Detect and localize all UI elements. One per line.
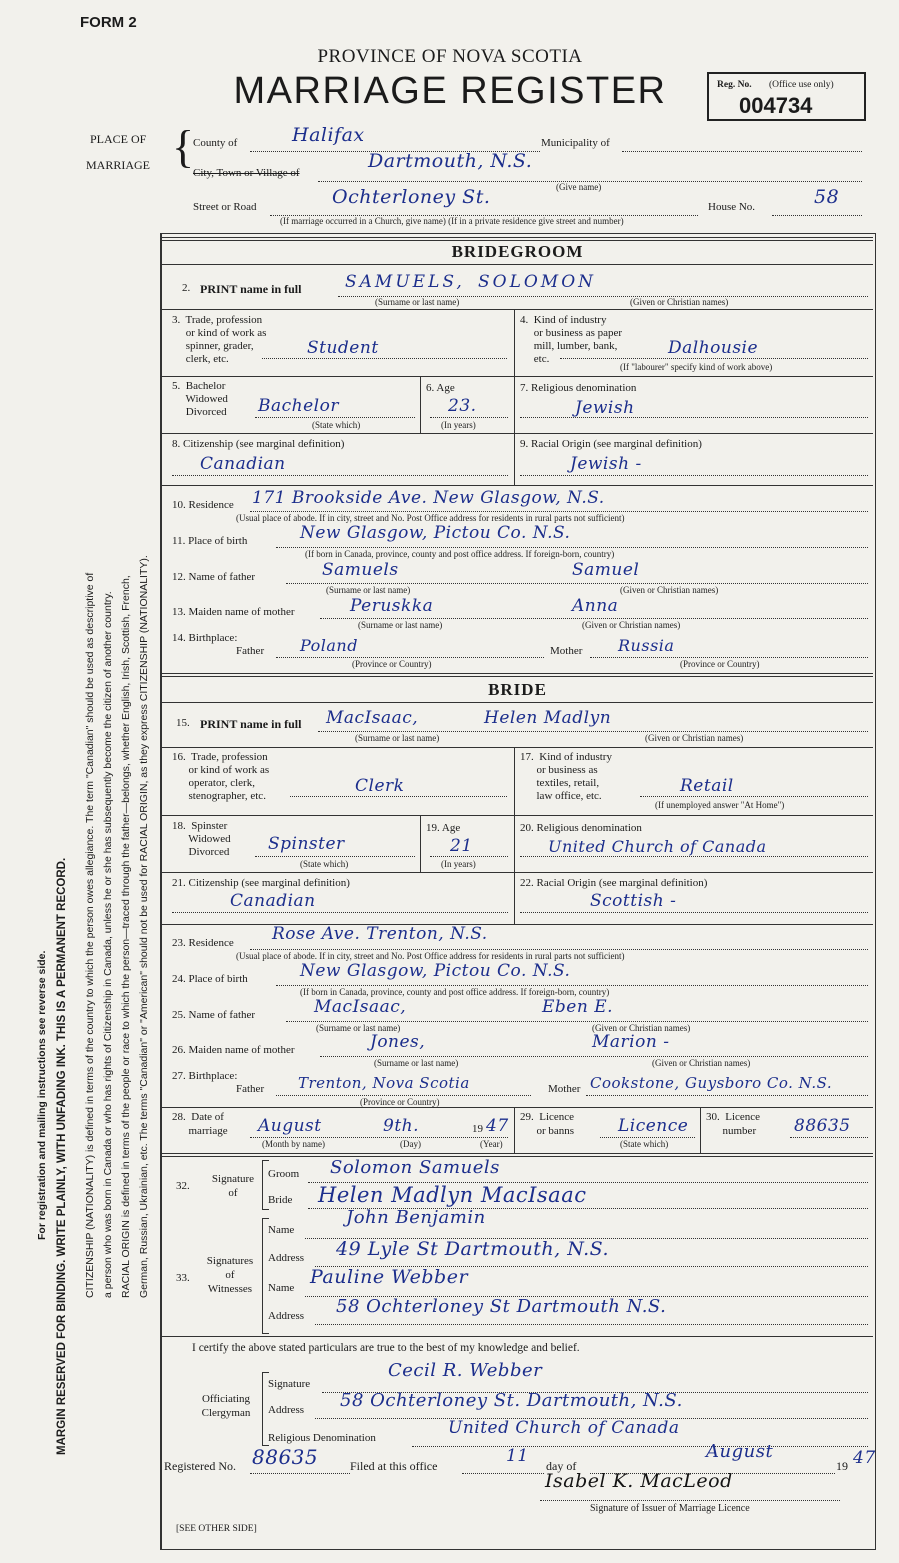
- see-other-side: [SEE OTHER SIDE]: [176, 1524, 257, 1534]
- witness1-address: 49 Lyle St Dartmouth, N.S.: [336, 1238, 610, 1260]
- bride-sig-label: Bride: [268, 1194, 293, 1206]
- bride-years-caption: (In years): [441, 859, 476, 869]
- bride-age-label: 19. Age: [426, 822, 461, 834]
- brace-icon: {: [172, 121, 195, 172]
- house-value: 58: [814, 186, 840, 208]
- bride-name-label: PRINT name in full: [200, 717, 302, 731]
- bride-state-caption: (State which): [300, 859, 349, 869]
- groom-residence-caption: (Usual place of abode. If in city, street and No. Post Office address for residents in rural parts not sufficient): [236, 513, 625, 523]
- bride-residence-caption: (Usual place of abode. If in city, street and No. Post Office address for residents in rural parts not sufficient): [236, 951, 625, 961]
- groom-years-caption: (In years): [441, 420, 476, 430]
- bride-residence-label: 23. Residence: [172, 937, 234, 949]
- side-note-citizenship-1: CITIZENSHIP (NATIONALITY) is defined in terms of the country to which the person owes allegiance. The term "Canadian" should be used as descriptive of: [84, 572, 96, 1298]
- signature-num: 32.: [176, 1180, 190, 1192]
- groom-name-num: 2.: [182, 282, 191, 294]
- side-note-racial-2: German, Russian, Ukrainian, etc. The terms "Canadian" or "American" should not be used for RACIAL ORIGIN, as they express CITIZENSHIP (NATIONALITY).: [138, 555, 150, 1298]
- clergy-denomination: United Church of Canada: [448, 1418, 680, 1438]
- bride-mother-caption-2: (Given or Christian names): [652, 1058, 751, 1068]
- groom-racial: Jewish -: [570, 454, 642, 474]
- groom-religion-label: 7. Religious denomination: [520, 382, 637, 394]
- side-note-instructions: For registration and mailing instructions see reverse side.: [36, 950, 48, 1240]
- bride-status-label: 18. Spinster Widowed Divorced: [172, 820, 231, 858]
- marriage-year-prefix: 19: [472, 1123, 483, 1135]
- marriage-year-caption: (Year): [480, 1139, 503, 1149]
- registered-number: 88635: [252, 1445, 319, 1469]
- filed-month: August: [706, 1441, 774, 1462]
- form-number: FORM 2: [80, 14, 137, 31]
- witness1-name: John Benjamin: [346, 1207, 486, 1228]
- witness2-address: 58 Ochterloney St Dartmouth N.S.: [336, 1296, 667, 1317]
- groom-father-word: Father: [236, 645, 265, 657]
- clergy-sig-label: Signature: [268, 1378, 311, 1390]
- street-caption: (If marriage occurred in a Church, give name) (If in a private residence give street and number): [280, 216, 624, 226]
- reg-number-value: 004734: [739, 93, 813, 118]
- groom-birthplace-label: 14. Birthplace:: [172, 632, 238, 644]
- bride-religion-label: 20. Religious denomination: [520, 822, 642, 834]
- issuer-caption: Signature of Issuer of Marriage Licence: [590, 1503, 750, 1514]
- bride-citizenship-label: 21. Citizenship (see marginal definition): [172, 877, 350, 889]
- street-value: Ochterloney St.: [332, 186, 491, 208]
- signature-label: Signature of: [211, 1173, 255, 1199]
- witness2-name-label: Name: [268, 1282, 295, 1294]
- groom-residence: 171 Brookside Ave. New Glasgow, N.S.: [252, 488, 605, 508]
- place-of-label: PLACE OF: [90, 132, 147, 146]
- issuer-signature: Isabel K. MacLeod: [545, 1470, 733, 1492]
- groom-trade-label: 3. Trade, profession or kind of work as spinner, grader, clerk, etc.: [172, 314, 267, 365]
- groom-father-birthplace: Poland: [300, 636, 358, 655]
- county-value: Halifax: [292, 124, 365, 146]
- witness1-address-label: Address: [268, 1252, 305, 1264]
- bride-father-prov-caption: (Province or Country): [360, 1097, 440, 1107]
- side-note-citizenship-2: a person who was born in Canada or who has rights of Citizenship in Canada, unless he or she has subsequently become the citizen of another country.: [102, 591, 114, 1298]
- groom-sig-label: Groom: [268, 1168, 300, 1180]
- page-title: MARRIAGE REGISTER: [233, 70, 667, 112]
- city-value: Dartmouth, N.S.: [368, 150, 533, 172]
- groom-mother-given: Anna: [572, 596, 619, 616]
- clergy-signature: Cecil R. Webber: [388, 1360, 543, 1381]
- marriage-year: 47: [486, 1116, 509, 1136]
- filed-year-prefix: 19: [836, 1459, 848, 1473]
- reg-number-note: (Office use only): [769, 80, 834, 90]
- witness2-name: Pauline Webber: [310, 1266, 469, 1288]
- groom-given: SOLOMON: [478, 272, 597, 292]
- groom-signature: Solomon Samuels: [330, 1157, 500, 1178]
- bride-religion: United Church of Canada: [548, 837, 767, 856]
- groom-religion: Jewish: [575, 398, 635, 418]
- licence-number-label: 30. Licence number: [706, 1111, 761, 1137]
- marriage-label: MARRIAGE: [86, 158, 151, 172]
- house-label: House No.: [708, 201, 756, 213]
- groom-mother-surname: Peruskka: [350, 596, 434, 616]
- groom-age: 23.: [448, 396, 477, 416]
- bride-mother-given: Marion -: [592, 1032, 670, 1052]
- licence-caption: (State which): [620, 1139, 669, 1149]
- groom-mother-prov-caption: (Province or Country): [680, 659, 760, 669]
- bride-industry: Retail: [680, 776, 734, 796]
- bride-status: Spinster: [268, 834, 345, 854]
- municipality-label: Municipality of: [541, 137, 610, 149]
- groom-mother-caption-2: (Given or Christian names): [582, 620, 681, 630]
- groom-birth-label: 11. Place of birth: [172, 535, 248, 547]
- bride-racial: Scottish -: [590, 891, 677, 911]
- groom-birth: New Glasgow, Pictou Co. N.S.: [300, 523, 571, 543]
- bride-heading: BRIDE: [488, 680, 547, 699]
- bride-residence: Rose Ave. Trenton, N.S.: [272, 924, 488, 944]
- clergy-denomination-label: Religious Denomination: [268, 1432, 376, 1444]
- marriage-date-label: 28. Date of marriage: [172, 1111, 228, 1137]
- marriage-month: August: [258, 1116, 322, 1136]
- bride-surname-caption: (Surname or last name): [355, 733, 440, 743]
- groom-surname-caption: (Surname or last name): [375, 297, 460, 307]
- marriage-day: 9th.: [383, 1116, 419, 1136]
- bride-given-caption: (Given or Christian names): [645, 733, 744, 743]
- groom-racial-label: 9. Racial Origin (see marginal definition): [520, 438, 702, 450]
- bride-father-given: Eben E.: [542, 997, 614, 1017]
- groom-father-caption-1: (Surname or last name): [326, 585, 411, 595]
- licence-number: 88635: [794, 1116, 851, 1136]
- day-of-label: day of: [546, 1459, 577, 1473]
- groom-father-label: 12. Name of father: [172, 571, 256, 583]
- groom-mother-birthplace: Russia: [618, 636, 675, 655]
- bride-racial-label: 22. Racial Origin (see marginal definition): [520, 877, 708, 889]
- bride-birth-caption: (If born in Canada, province, county and post office address. If foreign-born, country): [300, 987, 610, 997]
- groom-status-label: 5. Bachelor Widowed Divorced: [172, 380, 228, 418]
- groom-trade: Student: [307, 338, 379, 358]
- groom-name-label: PRINT name in full: [200, 282, 302, 296]
- bride-father-surname: MacIsaac,: [314, 997, 407, 1017]
- groom-given-caption: (Given or Christian names): [630, 297, 729, 307]
- certify-statement: I certify the above stated particulars are true to the best of my knowledge and belief.: [192, 1342, 580, 1354]
- reg-number-label: Reg. No.: [717, 80, 752, 90]
- clergy-address-label: Address: [268, 1404, 305, 1416]
- groom-surname: SAMUELS,: [345, 272, 465, 292]
- officiating-label: Officiating Clergyman: [201, 1393, 251, 1419]
- bridegroom-heading: BRIDEGROOM: [451, 242, 584, 261]
- groom-industry: Dalhousie: [668, 338, 759, 358]
- bride-citizenship: Canadian: [230, 891, 316, 911]
- groom-mother-label: 13. Maiden name of mother: [172, 606, 295, 618]
- bride-industry-label: 17. Kind of industry or business as textiles, retail, law office, etc.: [520, 751, 612, 802]
- bride-surname: MacIsaac,: [326, 708, 419, 728]
- witness-num: 33.: [176, 1272, 190, 1284]
- groom-residence-label: 10. Residence: [172, 499, 234, 511]
- bride-industry-caption: (If unemployed answer "At Home"): [655, 800, 785, 810]
- groom-father-surname: Samuels: [322, 560, 399, 580]
- province-heading: PROVINCE OF NOVA SCOTIA: [317, 46, 583, 67]
- bride-given: Helen Madlyn: [484, 708, 612, 728]
- street-label: Street or Road: [193, 201, 257, 213]
- groom-citizenship-label: 8. Citizenship (see marginal definition): [172, 438, 345, 450]
- filed-day: 11: [506, 1446, 529, 1466]
- groom-mother-caption-1: (Surname or last name): [358, 620, 443, 630]
- give-name-caption: (Give name): [556, 182, 602, 192]
- reg-number-box: [707, 72, 866, 121]
- bride-father-caption-2: (Given or Christian names): [592, 1023, 691, 1033]
- bride-mother-label: 26. Maiden name of mother: [172, 1044, 295, 1056]
- groom-mother-word: Mother: [550, 645, 583, 657]
- bride-birthplace-label: 27. Birthplace:: [172, 1070, 238, 1082]
- witness1-name-label: Name: [268, 1224, 295, 1236]
- bride-trade-label: 16. Trade, profession or kind of work as operator, clerk, stenographer, etc.: [172, 751, 270, 802]
- licence-label: 29. Licence or banns: [520, 1111, 575, 1137]
- witness2-address-label: Address: [268, 1310, 305, 1322]
- groom-father-caption-2: (Given or Christian names): [620, 585, 719, 595]
- bride-father-label: 25. Name of father: [172, 1009, 256, 1021]
- marriage-day-caption: (Day): [400, 1139, 421, 1149]
- groom-citizenship: Canadian: [200, 454, 286, 474]
- side-note-margin: MARGIN RESERVED FOR BINDING. WRITE PLAINLY, WITH UNFADING INK. THIS IS A PERMANENT RECORD.: [56, 857, 68, 1455]
- bride-father-caption-1: (Surname or last name): [316, 1023, 401, 1033]
- bride-father-birthplace: Trenton, Nova Scotia: [298, 1074, 470, 1092]
- marriage-month-caption: (Month by name): [262, 1139, 325, 1149]
- side-note-racial-1: RACIAL ORIGIN is defined in terms of the people or race to which the person—traced through the father—belongs, whether English, Irish, Scottish, French,: [120, 575, 132, 1298]
- bride-birth-label: 24. Place of birth: [172, 973, 248, 985]
- bride-mother-word: Mother: [548, 1083, 581, 1095]
- bride-birth: New Glasgow, Pictou Co. N.S.: [300, 961, 571, 981]
- bride-trade: Clerk: [355, 776, 405, 796]
- groom-state-caption: (State which): [312, 420, 361, 430]
- registered-label: Registered No.: [164, 1459, 236, 1473]
- groom-birth-caption: (If born in Canada, province, county and post office address. If foreign-born, country): [305, 549, 615, 559]
- bride-mother-caption-1: (Surname or last name): [374, 1058, 459, 1068]
- licence-value: Licence: [618, 1116, 689, 1136]
- bride-signature: Helen Madlyn MacIsaac: [318, 1183, 587, 1207]
- bride-father-word: Father: [236, 1083, 265, 1095]
- city-label: City, Town or Village of: [193, 167, 300, 179]
- filed-year: 47: [853, 1448, 876, 1468]
- groom-industry-label: 4. Kind of industry or business as paper mill, lumber, bank, etc.: [520, 314, 623, 365]
- groom-status: Bachelor: [258, 396, 339, 416]
- bride-age: 21: [450, 836, 473, 856]
- groom-industry-caption: (If "labourer" specify kind of work above): [620, 362, 773, 372]
- filed-label: Filed at this office: [350, 1459, 438, 1473]
- county-label: County of: [193, 137, 238, 149]
- witness-label: Signatures of Witnesses: [206, 1255, 254, 1295]
- groom-father-given: Samuel: [572, 560, 640, 580]
- groom-father-prov-caption: (Province or Country): [352, 659, 432, 669]
- clergy-address: 58 Ochterloney St. Dartmouth, N.S.: [340, 1390, 683, 1411]
- groom-age-label: 6. Age: [426, 382, 455, 394]
- bride-mother-surname: Jones,: [370, 1032, 426, 1052]
- bride-name-num: 15.: [176, 717, 190, 729]
- bride-mother-birthplace: Cookstone, Guysboro Co. N.S.: [590, 1074, 833, 1092]
